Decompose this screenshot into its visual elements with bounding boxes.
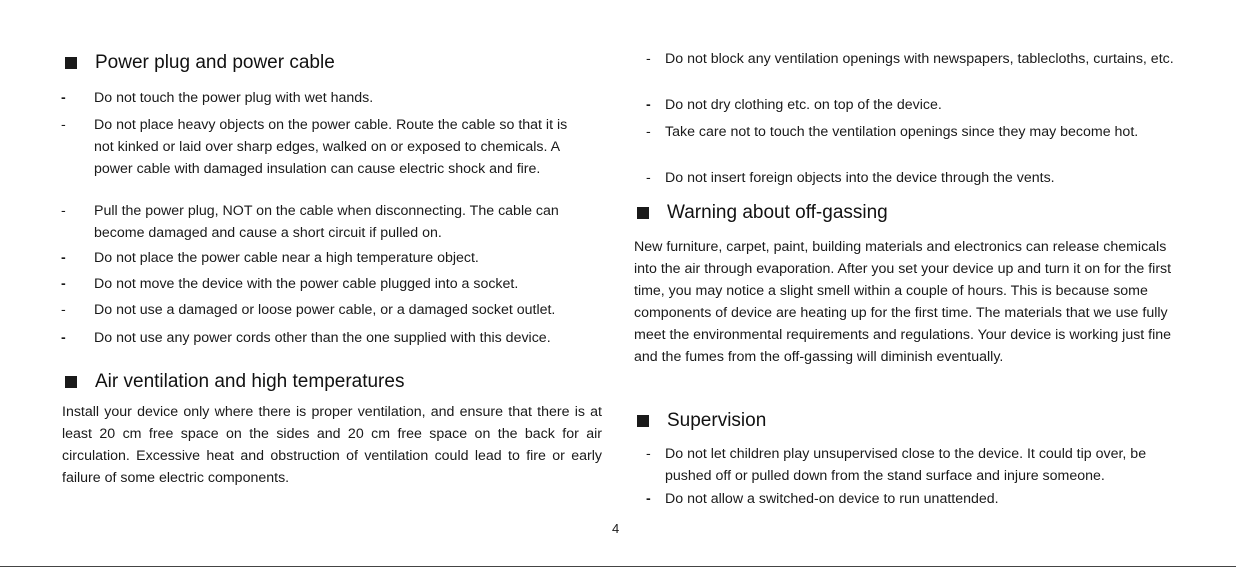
paragraph-offgassing: New furniture, carpet, paint, building materials and electronics can release chemicals into the air through evaporation. After you set your device up and turn it on for the first time, you may notice a slight smell within a couple of hours. This is because some components of device are heating up for the first time. The materials that we use fully meet the environmental requirements and regulations. Your device is working just fine and the fumes from the off-gassing will diminish eventually. — [634, 239, 1172, 365]
list-item — [62, 273, 602, 295]
dash-marker: - — [61, 203, 66, 219]
list-item — [634, 121, 1174, 143]
dash-marker: - — [61, 117, 66, 133]
section-heading-ventilation — [62, 371, 404, 393]
list-item-text: Pull the power plug, NOT on the cable when disconnecting. The cable can become damaged and cause a short circuit if pulled on. — [94, 203, 559, 241]
square-bullet-icon — [65, 57, 77, 69]
list-item-text: Take care not to touch the ventilation openings since they may become hot. — [665, 124, 1139, 140]
list-item-text: Do not move the device with the power cable plugged into a socket. — [94, 276, 519, 292]
list-item — [634, 443, 1174, 487]
dash-marker: - — [646, 170, 651, 186]
list-item — [62, 299, 602, 321]
dash-marker: - — [61, 276, 66, 292]
square-bullet-icon — [637, 207, 649, 219]
paragraph-ventilation: Install your device only where there is proper ventilation, and ensure that there is at least 20 cm free space on the sides and 20 cm free space on the back for air circulation. Excessive heat and obstruction of ventilation could lead to fire or early failure of some electric components. — [62, 404, 602, 486]
list-item-text: Do not allow a switched-on device to run unattended. — [665, 491, 999, 507]
list-item — [62, 200, 602, 244]
list-item-text: Do not use a damaged or loose power cable, or a damaged socket outlet. — [94, 302, 556, 318]
list-item-text: Do not touch the power plug with wet hands. — [94, 90, 374, 106]
dash-marker: - — [646, 51, 651, 67]
list-item — [634, 48, 1174, 70]
list-item-text: Do not place the power cable near a high temperature object. — [94, 250, 479, 266]
list-item — [62, 114, 602, 180]
list-item — [62, 327, 602, 349]
page-number: 4 — [612, 521, 620, 536]
list-item-text: Do not use any power cords other than the one supplied with this device. — [94, 330, 551, 346]
dash-marker: - — [646, 491, 651, 507]
dash-marker: - — [646, 124, 651, 140]
dash-marker: - — [646, 97, 651, 113]
list-item-text: Do not let children play unsupervised close to the device. It could tip over, be pushed off or pulled down from the stand surface and injure someone. — [665, 446, 1147, 484]
dash-marker: - — [61, 330, 66, 346]
dash-marker: - — [61, 302, 66, 318]
dash-marker: - — [61, 250, 66, 266]
heading-text: Air ventilation and high temperatures — [95, 371, 405, 392]
list-item-text: Do not insert foreign objects into the device through the vents. — [665, 170, 1055, 186]
heading-text: Warning about off-gassing — [667, 202, 888, 223]
square-bullet-icon — [637, 415, 649, 427]
section-heading-offgassing — [634, 202, 888, 224]
list-item — [634, 94, 1174, 116]
square-bullet-icon — [65, 376, 77, 388]
list-item-text: Do not place heavy objects on the power cable. Route the cable so that it is not kinked or laid over sharp edges, walked on or exposed to chemicals. A power cable with damaged insulation can cause electric shock and fire. — [94, 117, 568, 177]
dash-marker: - — [646, 446, 651, 462]
list-item — [634, 167, 1174, 189]
list-item — [634, 488, 1174, 510]
section-heading-power — [62, 52, 335, 74]
bottom-divider — [0, 566, 1236, 567]
dash-marker: - — [61, 90, 66, 106]
section-heading-supervision — [634, 410, 766, 432]
list-item-text: Do not block any ventilation openings with newspapers, tablecloths, curtains, etc. — [665, 51, 1174, 67]
heading-text: Supervision — [667, 410, 767, 431]
list-item-text: Do not dry clothing etc. on top of the device. — [665, 97, 942, 113]
list-item — [62, 247, 602, 269]
heading-text: Power plug and power cable — [95, 52, 335, 73]
list-item — [62, 87, 602, 109]
